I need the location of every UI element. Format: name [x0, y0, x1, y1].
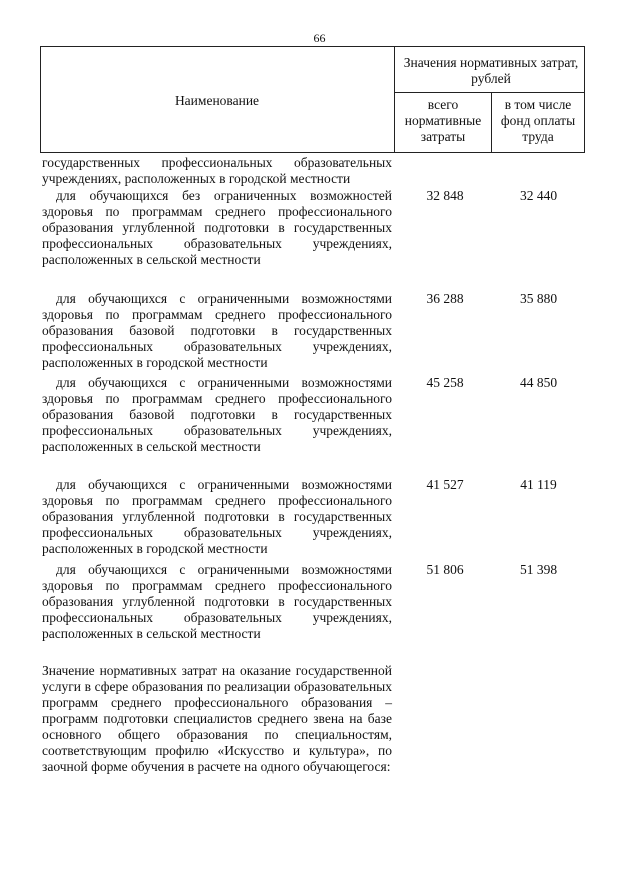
- header-bottom-border: [40, 152, 585, 153]
- header-name: Наименование: [174, 93, 260, 108]
- row-text: для обучающихся без ограниченных возможностей здоровья по программам среднего профессионального образования углубленной подготовки в государственных профессиональных образовательных учреждениях, расположенных в сельской местности: [42, 188, 392, 267]
- row-text: для обучающихся с ограниченными возможностями здоровья по программам среднего профессионального образования базовой подготовки в государственных профессиональных образовательных учреждениях, расположенных в городской местности: [42, 291, 392, 370]
- header-right-border: [584, 46, 585, 153]
- row-text: для обучающихся с ограниченными возможностями здоровья по программам среднего профессионального образования углубленной подготовки в государственных профессиональных образовательных учреждениях, расположенных в сельской местности: [42, 562, 392, 641]
- row-total: 32 848: [426, 188, 464, 203]
- row-text: для обучающихся с ограниченными возможностями здоровья по программам среднего профессионального образования базовой подготовки в государственных профессиональных образовательных учреждениях, расположенных в сельской местности: [42, 375, 392, 454]
- table-row: [42, 155, 392, 187]
- table-row: [42, 562, 392, 642]
- row-total: 41 527: [426, 477, 464, 492]
- footer-text: Значение нормативных затрат на оказание государственной услуги в сфере образования по реализации образовательных программ среднего профессионального образования – программ подготовки специалистов среднего звена на базе основного общего образования по специальностям, соответствующим профилю «Искусство и культура», по заочной форме обучения в расчете на одного обучающегося:: [42, 663, 392, 774]
- header-values-divider: [394, 92, 585, 93]
- row-text: для обучающихся с ограниченными возможностями здоровья по программам среднего профессионального образования углубленной подготовки в государственных профессиональных образовательных учреждениях, расположенных в городской местности: [42, 477, 392, 556]
- header-top-border: [40, 46, 585, 47]
- footer-paragraph: [42, 663, 392, 775]
- row-text: государственных профессиональных образовательных учреждениях, расположенных в городской местности: [42, 155, 392, 186]
- table-row: [42, 291, 392, 371]
- page-number: 66: [313, 31, 326, 45]
- row-total: 45 258: [426, 375, 464, 390]
- header-total: всего нормативные затраты: [404, 97, 482, 144]
- row-payroll: 44 850: [519, 375, 558, 390]
- header-subcol-divider: [491, 92, 492, 153]
- row-total: 51 806: [426, 562, 464, 577]
- header-name-divider: [394, 46, 395, 153]
- row-payroll: 41 119: [520, 477, 557, 492]
- row-total: 36 288: [426, 291, 464, 306]
- header-values: Значения нормативных затрат, рублей: [403, 55, 579, 86]
- row-payroll: 51 398: [519, 562, 558, 577]
- table-row: [42, 188, 392, 268]
- table-row: [42, 477, 392, 557]
- table-row: [42, 375, 392, 455]
- header-payroll: в том числе фонд оплаты труда: [500, 97, 576, 144]
- row-payroll: 35 880: [519, 291, 558, 306]
- row-payroll: 32 440: [519, 188, 558, 203]
